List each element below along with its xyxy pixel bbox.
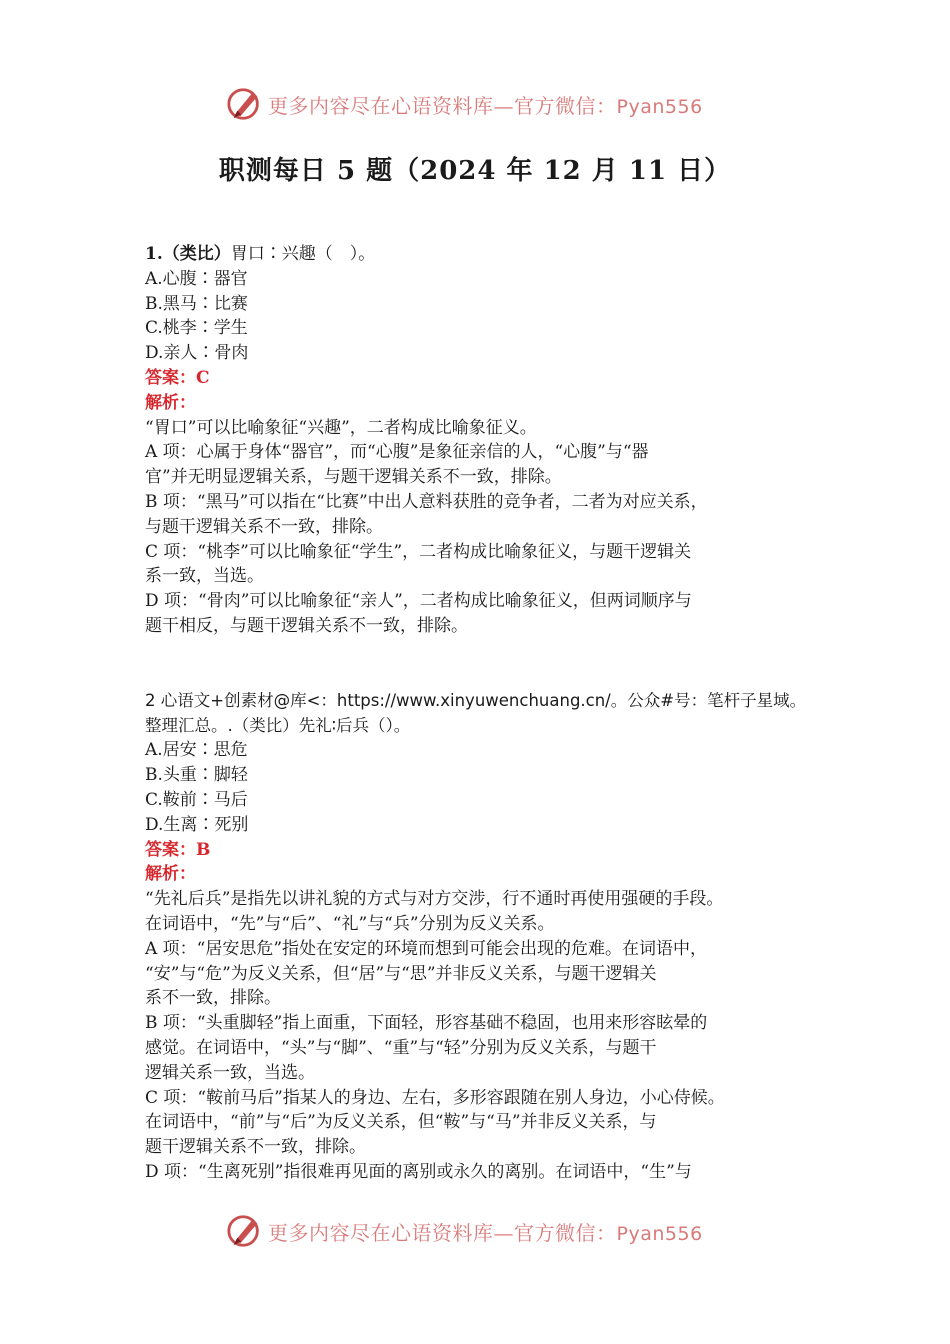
question-2-option-d: D.生离∶死别 [145, 814, 249, 835]
question-1-analysis-label: 解析： [145, 392, 196, 413]
question-1-stem [145, 242, 825, 267]
question-2-analysis-line: B 项：“头重脚轻”指上面重，下面轻，形容基础不稳固，也用来形容眩晕的 [145, 1013, 708, 1034]
question-1-analysis-line: D 项：“骨肉”可以比喻象征“亲人”，二者构成比喻象征义，但两词顺序与 [145, 591, 692, 612]
banner-wechat: Pyan556 [616, 1222, 703, 1245]
question-1-analysis-line: 与题干逻辑关系不一致，排除。 [145, 516, 383, 537]
document-body [145, 242, 825, 1185]
question-2-analysis-line: 在词语中，“前”与“后”为反义关系，但“鞍”与“马”并非反义关系，与 [145, 1112, 657, 1133]
banner-text: 更多内容尽在心语资料库—官方微信： [268, 1220, 617, 1245]
question-1-answer: 答案：C [145, 367, 210, 388]
question-2-analysis-line: “安”与“危”为反义关系，但“居”与“思”并非反义关系，与题干逻辑关 [145, 963, 657, 984]
question-1-option-a: A.心腹∶器官 [145, 268, 248, 289]
page-title: 职测每日 5 题（2024 年 12 月 11 日） [218, 156, 732, 186]
question-1-analysis-line: 系一致，当选。 [145, 566, 264, 587]
question-1-analysis-line: B 项：“黑马”可以指在“比赛”中出人意料获胜的竞争者，二者为对应关系， [145, 491, 708, 512]
question-1-analysis-line: 题干相反，与题干逻辑关系不一致，排除。 [145, 615, 468, 636]
question-2-analysis-label: 解析： [145, 864, 196, 885]
question-2-option-b: B.头重∶脚轻 [145, 765, 248, 786]
question-1-option-b: B.黑马∶比赛 [145, 293, 248, 314]
question-2-analysis-line: A 项：“居安思危”指处在安定的环境而想到可能会出现的危难。在词语中， [145, 938, 708, 959]
question-2-analysis-line: 感觉。在词语中，“头”与“脚”、“重”与“轻”分别为反义关系，与题干 [145, 1037, 657, 1058]
question-2-option-c: C.鞍前∶马后 [145, 789, 248, 810]
question-1-option-c: C.桃李∶学生 [145, 318, 248, 339]
footer-banner [0, 1209, 950, 1253]
question-1-analysis-line: 官”并无明显逻辑关系，与题干逻辑关系不一致，排除。 [145, 467, 562, 488]
header-banner [0, 82, 950, 126]
question-2-stem-line-2: 整理汇总。.（类比）先礼∶后兵（）。 [145, 715, 411, 735]
pen-logo-icon [226, 85, 264, 123]
question-2-analysis-line: C 项：“鞍前马后”指某人的身边、左右，多形容跟随在别人身边，小心侍候。 [145, 1087, 725, 1108]
question-1-text: 胃口∶兴趣（ ）。 [230, 244, 376, 264]
question-2-analysis-line: D 项：“生离死别”指很难再见面的离别或永久的离别。在词语中，“生”与 [145, 1161, 692, 1182]
question-1-analysis-line: A 项：心属于身体“器官”，而“心腹”是象征亲信的人，“心腹”与“器 [145, 442, 649, 463]
question-1-analysis-line: “胃口”可以比喻象征“兴趣”，二者构成比喻象征义。 [145, 417, 537, 438]
question-2-analysis-line: 在词语中，“先”与“后”、“礼”与“兵”分别为反义关系。 [145, 913, 555, 934]
question-2-stem-line-1: 2 心语文+创素材@库<：https://www.xinyuwenchuang.cn/。公众#号：笔杆子星域。 [145, 690, 807, 710]
banner-text: 更多内容尽在心语资料库—官方微信： [268, 93, 617, 118]
pen-logo-icon [226, 1212, 264, 1250]
question-2-analysis-line: 题干逻辑关系不一致，排除。 [145, 1137, 366, 1158]
question-1-option-d: D.亲人∶骨肉 [145, 343, 249, 364]
question-2-analysis-line: 逻辑关系一致，当选。 [145, 1062, 315, 1083]
question-2-answer: 答案：B [145, 839, 211, 860]
banner-wechat: Pyan556 [616, 95, 703, 118]
question-1-number: 1.（类比） [145, 244, 231, 264]
question-2-analysis-line: 系不一致，排除。 [145, 988, 281, 1009]
question-2-option-a: A.居安∶思危 [145, 740, 248, 761]
question-1-analysis-line: C 项：“桃李”可以比喻象征“学生”，二者构成比喻象征义，与题干逻辑关 [145, 541, 692, 562]
question-2-analysis-line: “先礼后兵”是指先以讲礼貌的方式与对方交涉，行不通时再使用强硬的手段。 [145, 889, 724, 910]
